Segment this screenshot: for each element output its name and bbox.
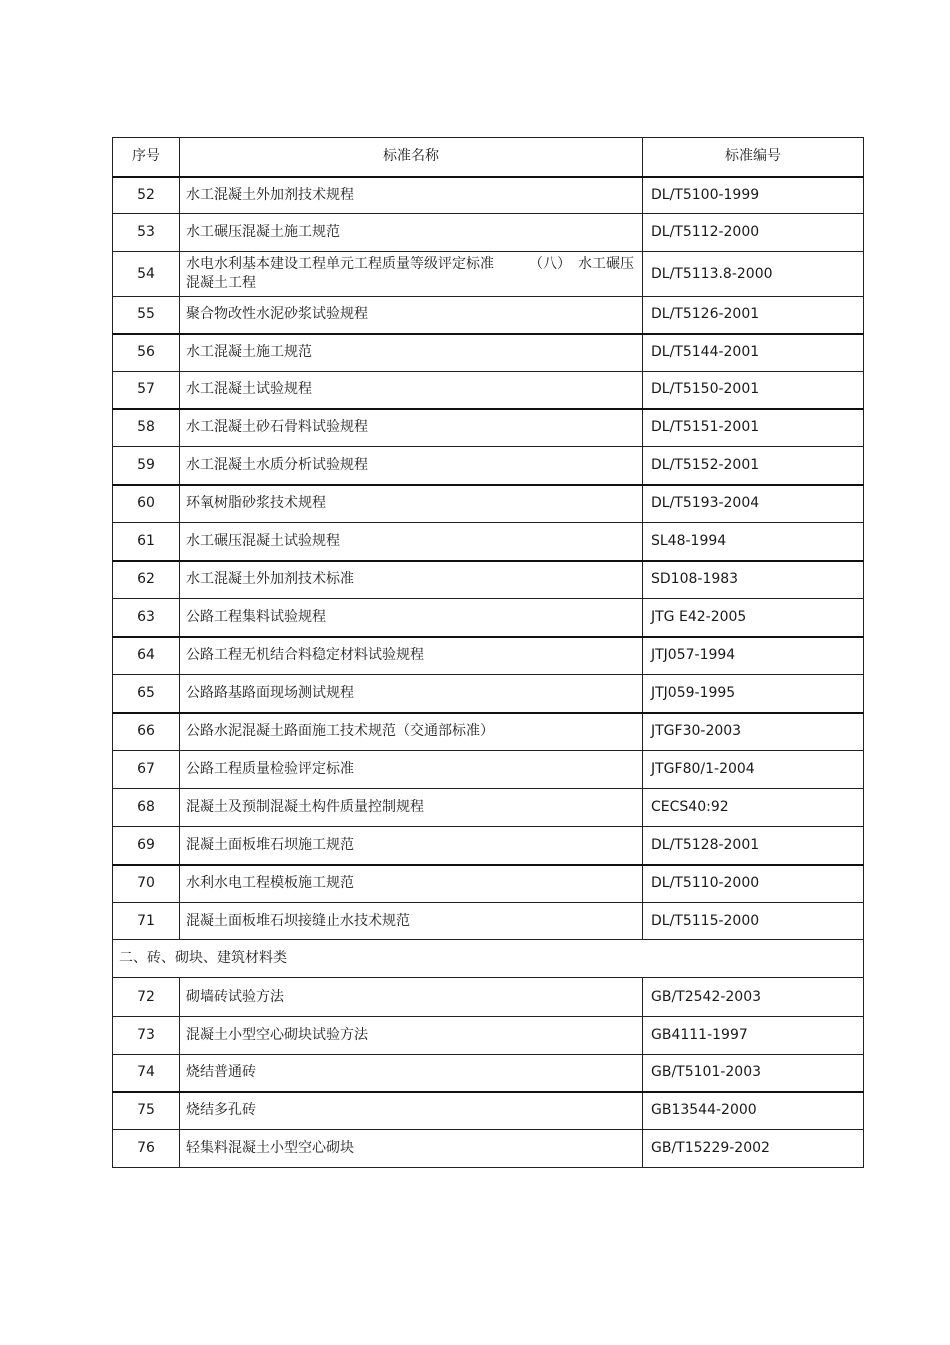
row-number: 74 <box>113 1055 180 1092</box>
table-row <box>113 1055 864 1092</box>
standards-table <box>112 137 864 1168</box>
standard-name: 水工混凝土外加剂技术规程 <box>180 177 643 214</box>
standard-name: 混凝土及预制混凝土构件质量控制规程 <box>180 789 643 827</box>
row-number: 71 <box>113 903 180 940</box>
standard-code: JTJ057-1994 <box>643 637 864 675</box>
standard-code: DL/T5152-2001 <box>643 447 864 485</box>
row-number: 54 <box>113 252 180 297</box>
standard-code: JTGF80/1-2004 <box>643 751 864 789</box>
standard-name: 公路工程集料试验规程 <box>180 599 643 637</box>
header-no: 序号 <box>113 138 180 177</box>
row-number: 67 <box>113 751 180 789</box>
standard-name: 水工碾压混凝土试验规程 <box>180 523 643 561</box>
row-number: 59 <box>113 447 180 485</box>
table-row <box>113 177 864 214</box>
row-number: 55 <box>113 297 180 334</box>
standard-code: SL48-1994 <box>643 523 864 561</box>
row-number: 70 <box>113 865 180 903</box>
row-number: 58 <box>113 409 180 447</box>
standard-name: 水工混凝土砂石骨料试验规程 <box>180 409 643 447</box>
standard-name: 公路路基路面现场测试规程 <box>180 675 643 713</box>
row-number: 63 <box>113 599 180 637</box>
row-number: 62 <box>113 561 180 599</box>
standard-code: DL/T5144-2001 <box>643 334 864 372</box>
standard-code: GB/T5101-2003 <box>643 1055 864 1092</box>
standard-name: 烧结普通砖 <box>180 1055 643 1092</box>
row-number: 52 <box>113 177 180 214</box>
row-number: 76 <box>113 1130 180 1168</box>
table-row <box>113 1017 864 1055</box>
table-row <box>113 523 864 561</box>
standard-code: JTGF30-2003 <box>643 713 864 751</box>
standard-code: DL/T5115-2000 <box>643 903 864 940</box>
row-number: 65 <box>113 675 180 713</box>
table-row <box>113 372 864 409</box>
row-number: 61 <box>113 523 180 561</box>
standard-name: 水工混凝土水质分析试验规程 <box>180 447 643 485</box>
standard-name: 砌墙砖试验方法 <box>180 978 643 1017</box>
table-row <box>113 713 864 751</box>
standard-code: DL/T5128-2001 <box>643 827 864 865</box>
table-row <box>113 485 864 523</box>
table-row <box>113 334 864 372</box>
standard-code: GB4111-1997 <box>643 1017 864 1055</box>
header-code: 标准编号 <box>643 138 864 177</box>
table-row <box>113 1130 864 1168</box>
table-row <box>113 637 864 675</box>
table-row <box>113 599 864 637</box>
standard-code: CECS40:92 <box>643 789 864 827</box>
table-row <box>113 827 864 865</box>
row-number: 60 <box>113 485 180 523</box>
standard-code: DL/T5193-2004 <box>643 485 864 523</box>
standard-name: 水电水利基本建设工程单元工程质量等级评定标准 （八） 水工碾压混凝土工程 <box>180 252 643 297</box>
standard-code: SD108-1983 <box>643 561 864 599</box>
standard-name: 混凝土面板堆石坝接缝止水技术规范 <box>180 903 643 940</box>
row-number: 72 <box>113 978 180 1017</box>
row-number: 73 <box>113 1017 180 1055</box>
table-row <box>113 297 864 334</box>
standard-code: JTG E42-2005 <box>643 599 864 637</box>
standard-name: 水工混凝土施工规范 <box>180 334 643 372</box>
standard-name: 环氧树脂砂浆技术规程 <box>180 485 643 523</box>
table-row <box>113 865 864 903</box>
table-row <box>113 978 864 1017</box>
table-row <box>113 409 864 447</box>
header-name: 标准名称 <box>180 138 643 177</box>
standard-code: DL/T5126-2001 <box>643 297 864 334</box>
standard-code: DL/T5100-1999 <box>643 177 864 214</box>
standard-code: DL/T5112-2000 <box>643 214 864 252</box>
table-row <box>113 214 864 252</box>
table-row <box>113 903 864 940</box>
standard-name: 轻集料混凝土小型空心砌块 <box>180 1130 643 1168</box>
row-number: 66 <box>113 713 180 751</box>
standard-name: 水工混凝土外加剂技术标准 <box>180 561 643 599</box>
standard-name: 公路工程无机结合料稳定材料试验规程 <box>180 637 643 675</box>
section-title: 二、砖、砌块、建筑材料类 <box>113 940 864 978</box>
row-number: 64 <box>113 637 180 675</box>
table-row <box>113 252 864 297</box>
row-number: 53 <box>113 214 180 252</box>
standard-name: 聚合物改性水泥砂浆试验规程 <box>180 297 643 334</box>
row-number: 56 <box>113 334 180 372</box>
standard-name: 公路工程质量检验评定标准 <box>180 751 643 789</box>
row-number: 57 <box>113 372 180 409</box>
standard-code: GB/T15229-2002 <box>643 1130 864 1168</box>
standard-code: GB13544-2000 <box>643 1092 864 1130</box>
standard-code: DL/T5150-2001 <box>643 372 864 409</box>
table-row <box>113 1092 864 1130</box>
table-row <box>113 447 864 485</box>
row-number: 68 <box>113 789 180 827</box>
standard-name: 烧结多孔砖 <box>180 1092 643 1130</box>
standard-name: 混凝土面板堆石坝施工规范 <box>180 827 643 865</box>
table-row <box>113 675 864 713</box>
table-row <box>113 789 864 827</box>
standard-name: 水利水电工程模板施工规范 <box>180 865 643 903</box>
standard-name: 混凝土小型空心砌块试验方法 <box>180 1017 643 1055</box>
standard-code: JTJ059-1995 <box>643 675 864 713</box>
row-number: 69 <box>113 827 180 865</box>
standard-code: DL/T5113.8-2000 <box>643 252 864 297</box>
standard-name: 水工碾压混凝土施工规范 <box>180 214 643 252</box>
standard-code: DL/T5151-2001 <box>643 409 864 447</box>
row-number: 75 <box>113 1092 180 1130</box>
table-header-row <box>113 138 864 177</box>
standard-name: 水工混凝土试验规程 <box>180 372 643 409</box>
standard-code: DL/T5110-2000 <box>643 865 864 903</box>
section-row <box>113 940 864 978</box>
standard-code: GB/T2542-2003 <box>643 978 864 1017</box>
standard-name: 公路水泥混凝土路面施工技术规范（交通部标准） <box>180 713 643 751</box>
table-row <box>113 751 864 789</box>
table-row <box>113 561 864 599</box>
